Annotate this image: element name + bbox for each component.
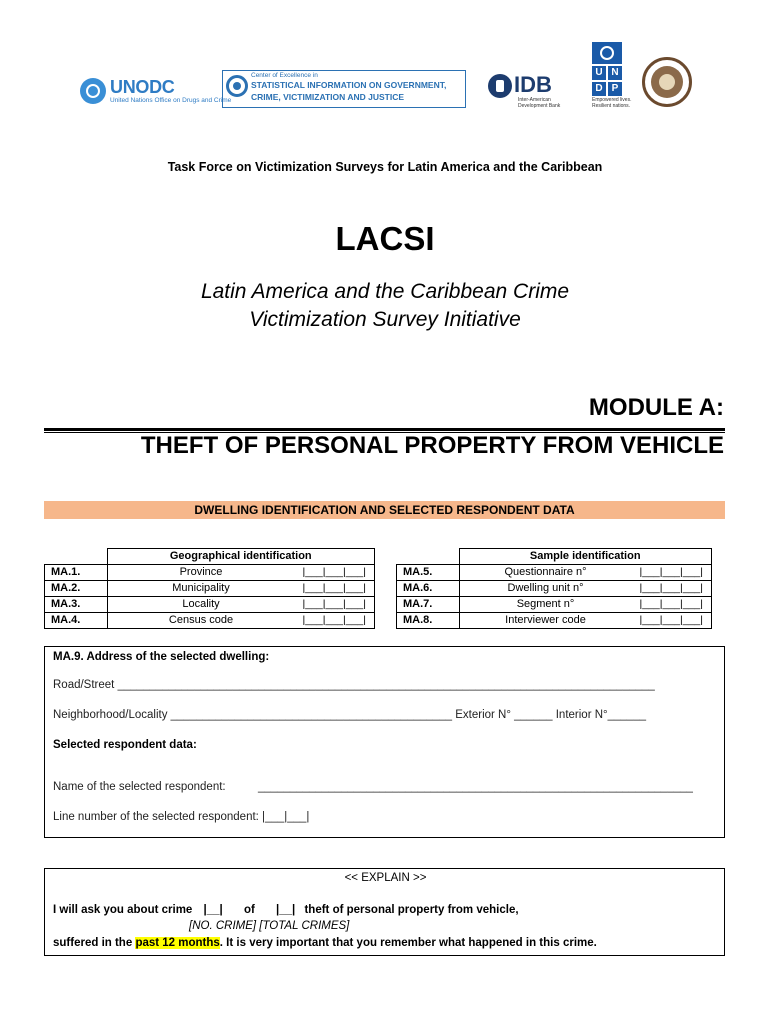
table-row — [397, 597, 712, 613]
geo-table-header: Geographical identification — [107, 549, 375, 565]
road-street-field[interactable]: Road/Street ____________________________________________________________________________________ — [53, 679, 655, 691]
row-label: Province — [107, 565, 295, 581]
idb-name: IDB — [514, 72, 552, 97]
document-title: LACSI — [335, 220, 435, 257]
table-row — [397, 565, 712, 581]
undp-letter: U — [592, 66, 606, 80]
table-row — [45, 565, 375, 581]
row-code: MA.4. — [45, 613, 108, 629]
address-heading: MA.9. Address of the selected dwelling: — [53, 651, 270, 663]
unodc-logo — [80, 76, 232, 110]
row-label: Locality — [107, 597, 295, 613]
unodc-subtitle: United Nations Office on Drugs and Crime — [110, 97, 232, 104]
crime-number-box[interactable]: |__| — [203, 904, 223, 916]
row-code: MA.7. — [397, 597, 460, 613]
coe-line1: Center of Excellence in — [251, 72, 318, 79]
explain-ask-line — [53, 904, 519, 916]
row-label: Dwelling unit n° — [459, 581, 632, 597]
row-label: Questionnaire n° — [459, 565, 632, 581]
code-input-boxes[interactable]: |___|___|___| — [295, 581, 375, 597]
row-code: MA.8. — [397, 613, 460, 629]
unodc-name: UNODC — [110, 77, 175, 97]
divider — [44, 428, 725, 431]
row-code: MA.6. — [397, 581, 460, 597]
total-crimes-box[interactable]: |__| — [276, 904, 296, 916]
idb-logo — [488, 70, 568, 110]
row-label: Census code — [107, 613, 295, 629]
address-box — [44, 646, 725, 838]
undp-emblem-icon — [592, 42, 622, 64]
code-input-boxes[interactable]: |___|___|___| — [632, 565, 712, 581]
respondent-heading: Selected respondent data: — [53, 739, 197, 751]
code-input-boxes[interactable]: |___|___|___| — [295, 613, 375, 629]
table-row — [45, 613, 375, 629]
subtitle-line1: Latin America and the Caribbean Crime — [200, 280, 570, 303]
code-input-boxes[interactable]: |___|___|___| — [632, 613, 712, 629]
code-input-boxes[interactable]: |___|___|___| — [295, 565, 375, 581]
table-row — [45, 597, 375, 613]
table-row — [397, 613, 712, 629]
code-input-boxes[interactable]: |___|___|___| — [632, 597, 712, 613]
document-subtitle — [0, 278, 770, 334]
coe-emblem-icon — [226, 75, 248, 97]
coe-line3: CRIME, VICTIMIZATION AND JUSTICE — [251, 92, 404, 102]
ask-suffix: theft of personal property from vehicle, — [304, 904, 519, 916]
table-row — [397, 581, 712, 597]
undp-letter: D — [592, 82, 606, 96]
oas-seal-icon — [642, 57, 692, 107]
idb-subtitle: Inter-American Development Bank — [518, 97, 561, 109]
ask-of: of — [243, 904, 255, 916]
row-label: Segment n° — [459, 597, 632, 613]
suffered-prefix: suffered in the — [53, 937, 136, 949]
explain-tag: << EXPLAIN >> — [344, 872, 427, 884]
coe-logo — [222, 70, 466, 108]
row-code: MA.1. — [45, 565, 108, 581]
section-band: DWELLING IDENTIFICATION AND SELECTED RESPONDENT DATA — [44, 501, 725, 519]
neighborhood-field[interactable]: Neighborhood/Locality ____________________________________________ Exterior N° ______ Interior N°______ — [53, 709, 646, 721]
module-label: MODULE A: — [588, 394, 724, 421]
explain-placeholders: [NO. CRIME] [TOTAL CRIMES] — [189, 920, 350, 932]
module-title: THEFT OF PERSONAL PROPERTY FROM VEHICLE — [140, 432, 724, 459]
sample-identification-table — [396, 548, 712, 629]
subtitle-line2: Victimization Survey Initiative — [249, 308, 521, 331]
row-code: MA.2. — [45, 581, 108, 597]
un-emblem-icon — [80, 78, 106, 104]
code-input-boxes[interactable]: |___|___|___| — [295, 597, 375, 613]
undp-letter: P — [608, 82, 622, 96]
sample-table-header: Sample identification — [459, 549, 712, 565]
coe-line2: STATISTICAL INFORMATION ON GOVERNMENT, — [251, 80, 447, 90]
undp-logo — [592, 42, 632, 109]
code-input-boxes[interactable]: |___|___|___| — [632, 581, 712, 597]
table-row — [45, 581, 375, 597]
row-code: MA.3. — [45, 597, 108, 613]
line-number-field[interactable]: Line number of the selected respondent: |___|___| — [53, 811, 310, 823]
respondent-name-field[interactable]: ____________________________________________________________________ — [258, 781, 693, 793]
suffered-suffix: . It is very important that you remember what happened in this crime. — [219, 937, 597, 949]
explain-suffered-line — [53, 937, 597, 949]
row-label: Interviewer code — [459, 613, 632, 629]
row-code: MA.5. — [397, 565, 460, 581]
ask-prefix: I will ask you about crime — [53, 904, 193, 916]
undp-letter: N — [608, 66, 622, 80]
respondent-name-label: Name of the selected respondent: — [53, 781, 226, 793]
task-force-heading: Task Force on Victimization Surveys for Latin America and the Caribbean — [167, 160, 603, 174]
geo-identification-table — [44, 548, 375, 629]
undp-subtitle: Empowered lives. Resilient nations. — [592, 97, 632, 109]
row-label: Municipality — [107, 581, 295, 597]
highlighted-period: past 12 months — [135, 937, 220, 949]
idb-emblem-icon — [488, 74, 512, 98]
explain-box — [44, 868, 725, 956]
